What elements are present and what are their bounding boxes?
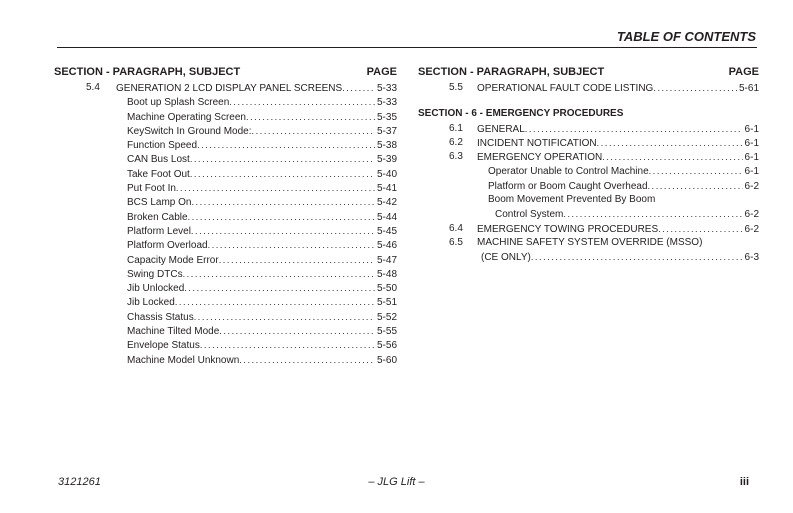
toc-entry-page: 5-41: [376, 183, 397, 195]
toc-entry-page: 5-39: [376, 154, 397, 166]
toc-entry-line[interactable]: [418, 193, 759, 207]
leader-dots: [525, 122, 743, 136]
toc-entry-title: GENERAL: [477, 123, 525, 135]
footer-page-number: iii: [739, 476, 749, 488]
toc-entry-page: 5-45: [376, 225, 397, 237]
toc-entry-title: Boom Movement Prevented By Boom: [488, 194, 656, 206]
leader-dots: [188, 210, 375, 224]
toc-entry-page: 5-61: [738, 83, 759, 94]
toc-entry[interactable]: [418, 222, 759, 236]
toc-entry-page: 5-42: [376, 197, 397, 209]
leader-dots: [175, 295, 375, 309]
toc-entry-title: (CE ONLY): [481, 252, 531, 264]
leader-dots: [653, 81, 737, 95]
toc-entry[interactable]: [418, 81, 759, 95]
toc-entry-title: CAN Bus Lost: [127, 154, 190, 166]
toc-entry[interactable]: [418, 136, 759, 150]
leader-dots: [194, 310, 375, 324]
column-heading-subject: SECTION - PARAGRAPH, SUBJECT: [54, 66, 241, 78]
footer-publisher: – JLG Lift –: [368, 476, 425, 488]
toc-entry[interactable]: [418, 179, 759, 193]
toc-entry-title: Put Foot In: [127, 183, 176, 195]
toc-entry[interactable]: [54, 152, 397, 166]
toc-entry-number: 6.4: [449, 222, 463, 234]
toc-entry-title: Broken Cable: [127, 211, 188, 223]
leader-dots: [246, 110, 375, 124]
leader-dots: [219, 324, 375, 338]
toc-entry[interactable]: [418, 122, 759, 136]
toc-entry[interactable]: [54, 110, 397, 124]
leader-dots: [190, 167, 375, 181]
toc-entry[interactable]: [418, 207, 759, 221]
toc-entry-page: 6-2: [744, 180, 759, 192]
toc-entry-title: Machine Operating Screen: [127, 111, 246, 123]
leader-dots: [658, 222, 742, 236]
toc-entry[interactable]: [54, 224, 397, 238]
section-heading: SECTION - 6 - EMERGENCY PROCEDURES: [418, 108, 624, 120]
toc-entry-title: Swing DTCs: [127, 268, 183, 280]
toc-entry-number: 6.1: [449, 122, 463, 134]
toc-entry-page: 6-1: [744, 152, 759, 164]
toc-entry-page: 6-1: [744, 166, 759, 178]
toc-entry-page: 5-60: [376, 354, 397, 366]
toc-entry-page: 5-47: [376, 254, 397, 266]
toc-entry-title: EMERGENCY TOWING PROCEDURES: [477, 223, 659, 235]
toc-entry-page: 5-37: [376, 125, 397, 137]
leader-dots: [342, 81, 375, 95]
toc-entry[interactable]: [54, 253, 397, 267]
toc-entry[interactable]: [54, 338, 397, 352]
toc-entry-page: 5-40: [376, 168, 397, 180]
toc-entry-title: Platform Level: [127, 225, 191, 237]
leader-dots: [191, 195, 375, 209]
toc-entry-page: 5-44: [376, 211, 397, 223]
toc-entry[interactable]: [54, 138, 397, 152]
toc-entry-number: 6.3: [449, 151, 463, 163]
toc-entry[interactable]: [54, 238, 397, 252]
leader-dots: [597, 136, 743, 150]
toc-entry-title: Chassis Status: [127, 311, 194, 323]
toc-right-column: [418, 64, 759, 265]
page-header-title: TABLE OF CONTENTS: [616, 29, 756, 44]
toc-entry-page: 5-33: [376, 83, 397, 94]
toc-entry[interactable]: [54, 210, 397, 224]
toc-entry-title: KeySwitch In Ground Mode:: [127, 125, 252, 137]
toc-entry-page: 5-52: [376, 311, 397, 323]
column-heading-page: PAGE: [366, 66, 397, 78]
toc-entry-title: MACHINE SAFETY SYSTEM OVERRIDE (MSSO): [477, 236, 703, 248]
toc-entry-number: 5.4: [86, 82, 100, 93]
leader-dots: [184, 281, 375, 295]
toc-entry[interactable]: [54, 353, 397, 367]
leader-dots: [563, 207, 742, 221]
column-heading: [54, 64, 397, 80]
leader-dots: [252, 124, 375, 138]
leader-dots: [176, 181, 375, 195]
toc-entry-title: Envelope Status: [127, 340, 200, 352]
toc-entry-number: 5.5: [449, 82, 463, 93]
toc-entry-page: 6-1: [744, 123, 759, 135]
leader-dots: [239, 353, 375, 367]
toc-entry[interactable]: [54, 81, 397, 95]
toc-entry-line[interactable]: [418, 236, 759, 250]
toc-entry[interactable]: [54, 295, 397, 309]
leader-dots: [190, 152, 375, 166]
toc-entry-title: GENERATION 2 LCD DISPLAY PANEL SCREENS: [116, 83, 343, 94]
toc-entry-page: 5-33: [376, 97, 397, 109]
toc-entry-title: INCIDENT NOTIFICATION: [477, 137, 597, 149]
toc-entry[interactable]: [54, 195, 397, 209]
toc-entry-title: BCS Lamp On: [127, 197, 192, 209]
toc-entry-page: 6-3: [744, 252, 759, 264]
toc-entry-page: 5-56: [376, 340, 397, 352]
toc-entry-title: Platform Overload: [127, 240, 208, 252]
leader-dots: [208, 238, 375, 252]
toc-entry-title: Control System: [495, 209, 564, 221]
leader-dots: [183, 267, 375, 281]
toc-entry-page: 5-55: [376, 326, 397, 338]
toc-entry-title: EMERGENCY OPERATION: [477, 152, 603, 164]
footer-doc-number: 3121261: [58, 476, 101, 488]
leader-dots: [191, 224, 375, 238]
toc-entry[interactable]: [54, 124, 397, 138]
toc-entry[interactable]: [54, 310, 397, 324]
toc-entry[interactable]: [54, 167, 397, 181]
leader-dots: [219, 253, 375, 267]
column-heading: [418, 64, 759, 80]
toc-entry-page: 5-48: [376, 268, 397, 280]
leader-dots: [197, 138, 375, 152]
toc-entry-title: Jib Unlocked: [127, 283, 185, 295]
toc-entry-title: Jib Locked: [127, 297, 175, 309]
toc-entry-page: 5-46: [376, 240, 397, 252]
toc-entry-title: Operator Unable to Control Machine: [488, 166, 649, 178]
toc-entry[interactable]: [418, 250, 759, 264]
toc-entry[interactable]: [54, 281, 397, 295]
column-heading-subject: SECTION - PARAGRAPH, SUBJECT: [418, 66, 605, 78]
leader-dots: [200, 338, 375, 352]
toc-entry-title: Platform or Boom Caught Overhead: [488, 180, 648, 192]
toc-entry[interactable]: [418, 150, 759, 164]
column-heading-page: PAGE: [728, 66, 759, 78]
toc-entry-number: 6.2: [449, 136, 463, 148]
leader-dots: [531, 250, 743, 264]
toc-entry-number: 6.5: [449, 236, 463, 248]
toc-entry[interactable]: [418, 164, 759, 178]
toc-entry-page: 5-50: [376, 283, 397, 295]
toc-entry-title: Take Foot Out: [127, 168, 190, 180]
toc-left-column: [54, 64, 397, 367]
toc-entry-title: Function Speed: [127, 140, 198, 152]
leader-dots: [229, 95, 375, 109]
toc-entry-page: 5-35: [376, 111, 397, 123]
toc-entry[interactable]: [54, 181, 397, 195]
toc-entry-page: 6-1: [744, 137, 759, 149]
toc-entry-page: 6-2: [744, 223, 759, 235]
leader-dots: [602, 150, 742, 164]
toc-entry-title: OPERATIONAL FAULT CODE LISTING: [477, 83, 654, 94]
toc-entry-title: Capacity Mode Error: [127, 254, 219, 266]
leader-dots: [648, 179, 743, 193]
toc-entry[interactable]: [54, 267, 397, 281]
toc-entry[interactable]: [54, 95, 397, 109]
leader-dots: [649, 164, 743, 178]
toc-entry[interactable]: [54, 324, 397, 338]
toc-entry-title: Boot up Splash Screen: [127, 97, 230, 109]
toc-entry-page: 6-2: [744, 209, 759, 221]
toc-entry-page: 5-51: [376, 297, 397, 309]
toc-entry-page: 5-38: [376, 140, 397, 152]
header-rule: [57, 47, 757, 48]
toc-entry-title: Machine Model Unknown: [127, 354, 240, 366]
toc-entry-title: Machine Tilted Mode: [127, 326, 220, 338]
